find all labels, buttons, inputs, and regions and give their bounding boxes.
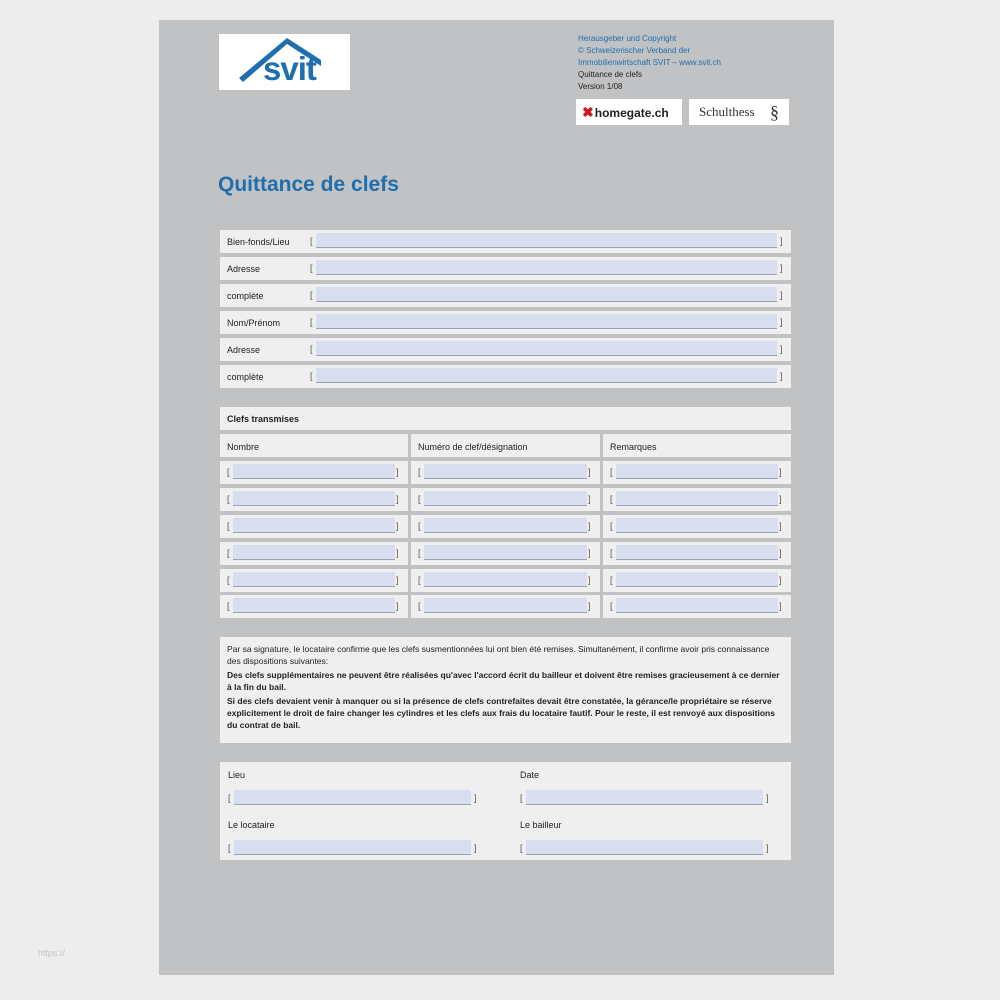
keys-column-label: Numéro de clef/désignation <box>418 442 528 452</box>
date-field-input[interactable] <box>526 793 763 807</box>
form-field[interactable] <box>316 233 777 248</box>
landlord-signature-field[interactable] <box>526 840 763 855</box>
keys-cell-field[interactable] <box>424 491 587 506</box>
keys-cell-field-input[interactable] <box>616 521 778 535</box>
form-field-input[interactable] <box>316 344 777 358</box>
keys-cell-field-input[interactable] <box>233 575 395 589</box>
place-label: Lieu <box>228 770 246 780</box>
form-field-input[interactable] <box>316 236 777 250</box>
place-field-wrapper <box>228 787 483 807</box>
tenant-signature-field-input[interactable] <box>234 843 471 857</box>
keys-cell-field[interactable] <box>233 491 395 506</box>
keys-cell-field-input[interactable] <box>233 467 395 481</box>
keys-cell-field-input[interactable] <box>424 494 587 508</box>
keys-column-label: Remarques <box>610 442 657 452</box>
form-field-input[interactable] <box>316 290 777 304</box>
keys-table-cell <box>220 461 408 484</box>
bracket-close: ] <box>779 575 782 585</box>
bracket-open: [ <box>610 548 613 558</box>
date-field-wrapper <box>520 787 775 807</box>
keys-cell-field-input[interactable] <box>424 575 587 589</box>
keys-cell-field-input[interactable] <box>424 521 587 535</box>
keys-column-header <box>220 434 408 457</box>
keys-cell-field[interactable] <box>233 598 395 613</box>
bracket-close: ] <box>780 344 783 354</box>
keys-table-cell <box>411 515 600 538</box>
bracket-close: ] <box>396 548 399 558</box>
keys-section-title: Clefs transmises <box>227 414 300 424</box>
bracket-close: ] <box>780 371 783 381</box>
bracket-open: [ <box>520 843 523 853</box>
bracket-close: ] <box>396 601 399 611</box>
bracket-open: [ <box>520 793 523 803</box>
keys-column-header <box>603 434 791 457</box>
bracket-close: ] <box>780 290 783 300</box>
keys-table-cell <box>603 488 791 511</box>
form-field[interactable] <box>316 287 777 302</box>
keys-cell-field-input[interactable] <box>616 601 778 615</box>
bracket-open: [ <box>227 494 230 504</box>
copyright-line: © Schweizerischer Verband der <box>578 46 691 55</box>
tenant-signature-field[interactable] <box>234 840 471 855</box>
form-row-label: Bien-fonds/Lieu <box>227 237 290 247</box>
form-row-label: Nom/Prénom <box>227 318 281 328</box>
conditions-clause-1: Des clefs supplémentaires ne peuvent être réalisées qu'avec l'accord écrit du bailleur et doivent être remises gracieusement à ce dernier à la fin du bail. <box>227 670 780 692</box>
bracket-close: ] <box>779 521 782 531</box>
bracket-close: ] <box>779 548 782 558</box>
bracket-open: [ <box>418 494 421 504</box>
bracket-close: ] <box>588 575 591 585</box>
date-field[interactable] <box>526 790 763 805</box>
keys-cell-field[interactable] <box>424 598 587 613</box>
bracket-close: ] <box>396 575 399 585</box>
keys-cell-field-input[interactable] <box>233 494 395 508</box>
bracket-close: ] <box>779 467 782 477</box>
bracket-close: ] <box>588 467 591 477</box>
form-version: Version 1/08 <box>578 82 623 91</box>
keys-table-cell <box>220 569 408 592</box>
landlord-signature-field-wrapper <box>520 837 775 857</box>
homegate-logo <box>576 99 682 125</box>
keys-cell-field[interactable] <box>616 598 778 613</box>
bracket-close: ] <box>780 236 783 246</box>
keys-cell-field[interactable] <box>424 518 587 533</box>
bracket-open: [ <box>310 344 313 354</box>
bracket-close: ] <box>779 601 782 611</box>
bracket-open: [ <box>610 601 613 611</box>
copyright-block <box>578 33 818 93</box>
bracket-open: [ <box>310 236 313 246</box>
date-label: Date <box>520 770 540 780</box>
bracket-close: ] <box>780 317 783 327</box>
form-field[interactable] <box>316 341 777 356</box>
keys-table-cell <box>603 569 791 592</box>
schulthess-logo <box>689 99 789 125</box>
bracket-open: [ <box>310 263 313 273</box>
form-field-input[interactable] <box>316 371 777 385</box>
homegate-logo-text: homegate.ch <box>594 106 669 120</box>
copyright-line: Immobilienwirtschaft SVIT – www.svit.ch <box>578 58 722 67</box>
landlord-label: Le bailleur <box>520 820 562 830</box>
place-field[interactable] <box>234 790 471 805</box>
bracket-open: [ <box>228 843 231 853</box>
form-field[interactable] <box>316 314 777 329</box>
copyright-line: Herausgeber und Copyright <box>578 34 677 43</box>
bracket-open: [ <box>228 793 231 803</box>
watermark-text: https:// <box>38 948 66 958</box>
bracket-open: [ <box>610 494 613 504</box>
form-field-input[interactable] <box>316 317 777 331</box>
bracket-open: [ <box>418 601 421 611</box>
keys-table-cell <box>220 515 408 538</box>
keys-column-header <box>411 434 600 457</box>
form-row <box>220 284 791 307</box>
bracket-open: [ <box>610 521 613 531</box>
bracket-open: [ <box>418 548 421 558</box>
bracket-open: [ <box>227 575 230 585</box>
keys-cell-field[interactable] <box>616 518 778 533</box>
form-row <box>220 338 791 361</box>
place-field-input[interactable] <box>234 793 471 807</box>
paragraph-icon: § <box>770 102 779 122</box>
form-row <box>220 311 791 334</box>
keys-cell-field-input[interactable] <box>424 467 587 481</box>
form-row-label: Adresse <box>227 345 261 355</box>
tenant-signature-field-wrapper <box>228 837 483 857</box>
bracket-close: ] <box>766 843 769 853</box>
keys-table-cell <box>603 542 791 565</box>
conditions-intro: Par sa signature, le locataire confirme que les clefs susmentionnées lui ont bien été remises. Simultanément, il confirme avoir pris connaissance des dispositions suivantes: <box>227 644 770 666</box>
bracket-close: ] <box>766 793 769 803</box>
bracket-close: ] <box>588 494 591 504</box>
signature-block <box>220 762 791 860</box>
form-row-label: Adresse <box>227 264 261 274</box>
bracket-close: ] <box>780 263 783 273</box>
bracket-close: ] <box>396 521 399 531</box>
keys-cell-field-input[interactable] <box>616 575 778 589</box>
bracket-open: [ <box>310 317 313 327</box>
keys-table-cell <box>220 488 408 511</box>
form-row <box>220 230 791 253</box>
bracket-close: ] <box>396 494 399 504</box>
bracket-open: [ <box>418 521 421 531</box>
keys-cell-field-input[interactable] <box>233 548 395 562</box>
form-field[interactable] <box>316 368 777 383</box>
keys-cell-field-input[interactable] <box>424 601 587 615</box>
bracket-close: ] <box>396 467 399 477</box>
bracket-close: ] <box>588 548 591 558</box>
form-row-label: complète <box>227 372 264 382</box>
bracket-open: [ <box>610 575 613 585</box>
conditions-clause-2: Si des clefs devaient venir à manquer ou si la présence de clefs contrefaites devait être constatée, la gérance/le propriétaire se réserve explicitement le droit de faire changer les cylindres et les clefs aux frais du locataire fautif. Pour le reste, il est renvoyé aux dispositions du contrat de bail. <box>227 696 775 730</box>
keys-column-label: Nombre <box>227 442 260 452</box>
bracket-open: [ <box>418 467 421 477</box>
bracket-open: [ <box>227 467 230 477</box>
keys-cell-field[interactable] <box>616 464 778 479</box>
schulthess-logo-text: Schulthess <box>699 104 755 119</box>
form-field[interactable] <box>316 260 777 275</box>
keys-cell-field[interactable] <box>424 545 587 560</box>
keys-table-cell <box>603 461 791 484</box>
keys-table-cell <box>603 515 791 538</box>
keys-cell-field-input[interactable] <box>616 548 778 562</box>
bracket-open: [ <box>418 575 421 585</box>
keys-cell-field[interactable] <box>616 491 778 506</box>
keys-cell-field-input[interactable] <box>233 521 395 535</box>
keys-table-cell <box>220 595 408 618</box>
bracket-close: ] <box>588 601 591 611</box>
bracket-open: [ <box>227 548 230 558</box>
keys-cell-field[interactable] <box>424 572 587 587</box>
keys-cell-field[interactable] <box>233 572 395 587</box>
svit-logo <box>219 34 350 90</box>
bracket-open: [ <box>310 371 313 381</box>
keys-table-cell <box>411 488 600 511</box>
conditions-text <box>220 637 791 743</box>
form-page <box>159 20 834 975</box>
page-title: Quittance de clefs <box>218 173 399 196</box>
keys-cell-field[interactable] <box>233 545 395 560</box>
keys-cell-field[interactable] <box>616 572 778 587</box>
keys-cell-field[interactable] <box>424 464 587 479</box>
bracket-close: ] <box>474 793 477 803</box>
bracket-close: ] <box>779 494 782 504</box>
keys-table-cell <box>411 595 600 618</box>
tenant-label: Le locataire <box>228 820 275 830</box>
keys-table-cell <box>411 461 600 484</box>
bracket-close: ] <box>474 843 477 853</box>
form-name: Quittance de clefs <box>578 70 643 79</box>
keys-table-cell <box>411 569 600 592</box>
form-row <box>220 365 791 388</box>
keys-cell-field[interactable] <box>233 464 395 479</box>
keys-table-cell <box>220 542 408 565</box>
landlord-signature-field-input[interactable] <box>526 843 763 857</box>
keys-cell-field[interactable] <box>616 545 778 560</box>
keys-cell-field-input[interactable] <box>233 601 395 615</box>
form-field-input[interactable] <box>316 263 777 277</box>
bracket-close: ] <box>588 521 591 531</box>
bracket-open: [ <box>310 290 313 300</box>
keys-cell-field-input[interactable] <box>424 548 587 562</box>
homegate-x-icon: ✖ <box>582 104 594 120</box>
keys-section-header <box>220 407 791 430</box>
keys-cell-field[interactable] <box>233 518 395 533</box>
keys-cell-field-input[interactable] <box>616 494 778 508</box>
keys-table-cell <box>603 595 791 618</box>
keys-cell-field-input[interactable] <box>616 467 778 481</box>
keys-table-cell <box>411 542 600 565</box>
bracket-open: [ <box>227 601 230 611</box>
bracket-open: [ <box>227 521 230 531</box>
bracket-open: [ <box>610 467 613 477</box>
svit-logo-text: svit <box>263 50 316 87</box>
form-row <box>220 257 791 280</box>
form-row-label: complète <box>227 291 264 301</box>
